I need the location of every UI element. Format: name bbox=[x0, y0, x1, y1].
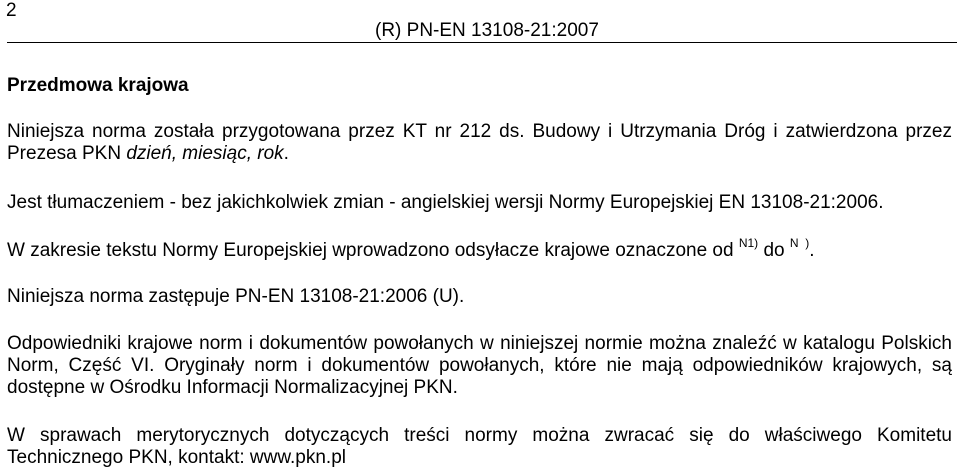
paragraph-preparation bbox=[7, 121, 952, 165]
footnote-marker-start: N1) bbox=[738, 236, 759, 250]
paragraph-translation: Jest tłumaczeniem - bez jakichkolwiek zmian - angielskiej wersji Normy Europejskiej EN 13108-21:2006. bbox=[7, 192, 884, 213]
paragraph-preparation-end: . bbox=[283, 143, 289, 164]
paragraph-equivalents: Odpowiedniki krajowe norm i dokumentów powołanych w niniejszej normie można znaleźć w katalogu Polskich Norm, Część VI. Oryginały norm i dokumentów powołanych, które nie mają odpowiedników krajowych, są dostępne w Ośrodku Informacji Normalizacyjnej PKN. bbox=[7, 333, 952, 398]
approval-date-placeholder: dzień, miesiąc, rok bbox=[126, 143, 284, 164]
paragraph-preparation-text: Niniejsza norma została przygotowana przez KT nr 212 ds. Budowy i Utrzymania Dróg i zatwierdzona przez Prezesa PKN bbox=[7, 121, 952, 164]
paragraph-references-text: W zakresie tekstu Normy Europejskiej wprowadzono odsyłacze krajowe oznaczone od bbox=[7, 240, 739, 261]
document-header: (R) PN-EN 13108-21:2007 bbox=[375, 20, 599, 41]
paragraph-references-end: . bbox=[809, 240, 815, 261]
paragraph-references bbox=[7, 236, 952, 263]
paragraph-contact: W sprawach merytorycznych dotyczących treści normy można zwracać się do właściwego Komitetu Technicznego PKN, kontakt: www.pkn.pl bbox=[7, 425, 952, 468]
footnote-marker-end: N ) bbox=[789, 236, 810, 250]
page-number: 2 bbox=[6, 0, 17, 21]
paragraph-replaces: Niniejsza norma zastępuje PN-EN 13108-21:2006 (U). bbox=[7, 286, 465, 307]
header-rule bbox=[7, 42, 957, 43]
paragraph-references-mid: do bbox=[758, 240, 790, 261]
section-title: Przedmowa krajowa bbox=[7, 75, 189, 96]
